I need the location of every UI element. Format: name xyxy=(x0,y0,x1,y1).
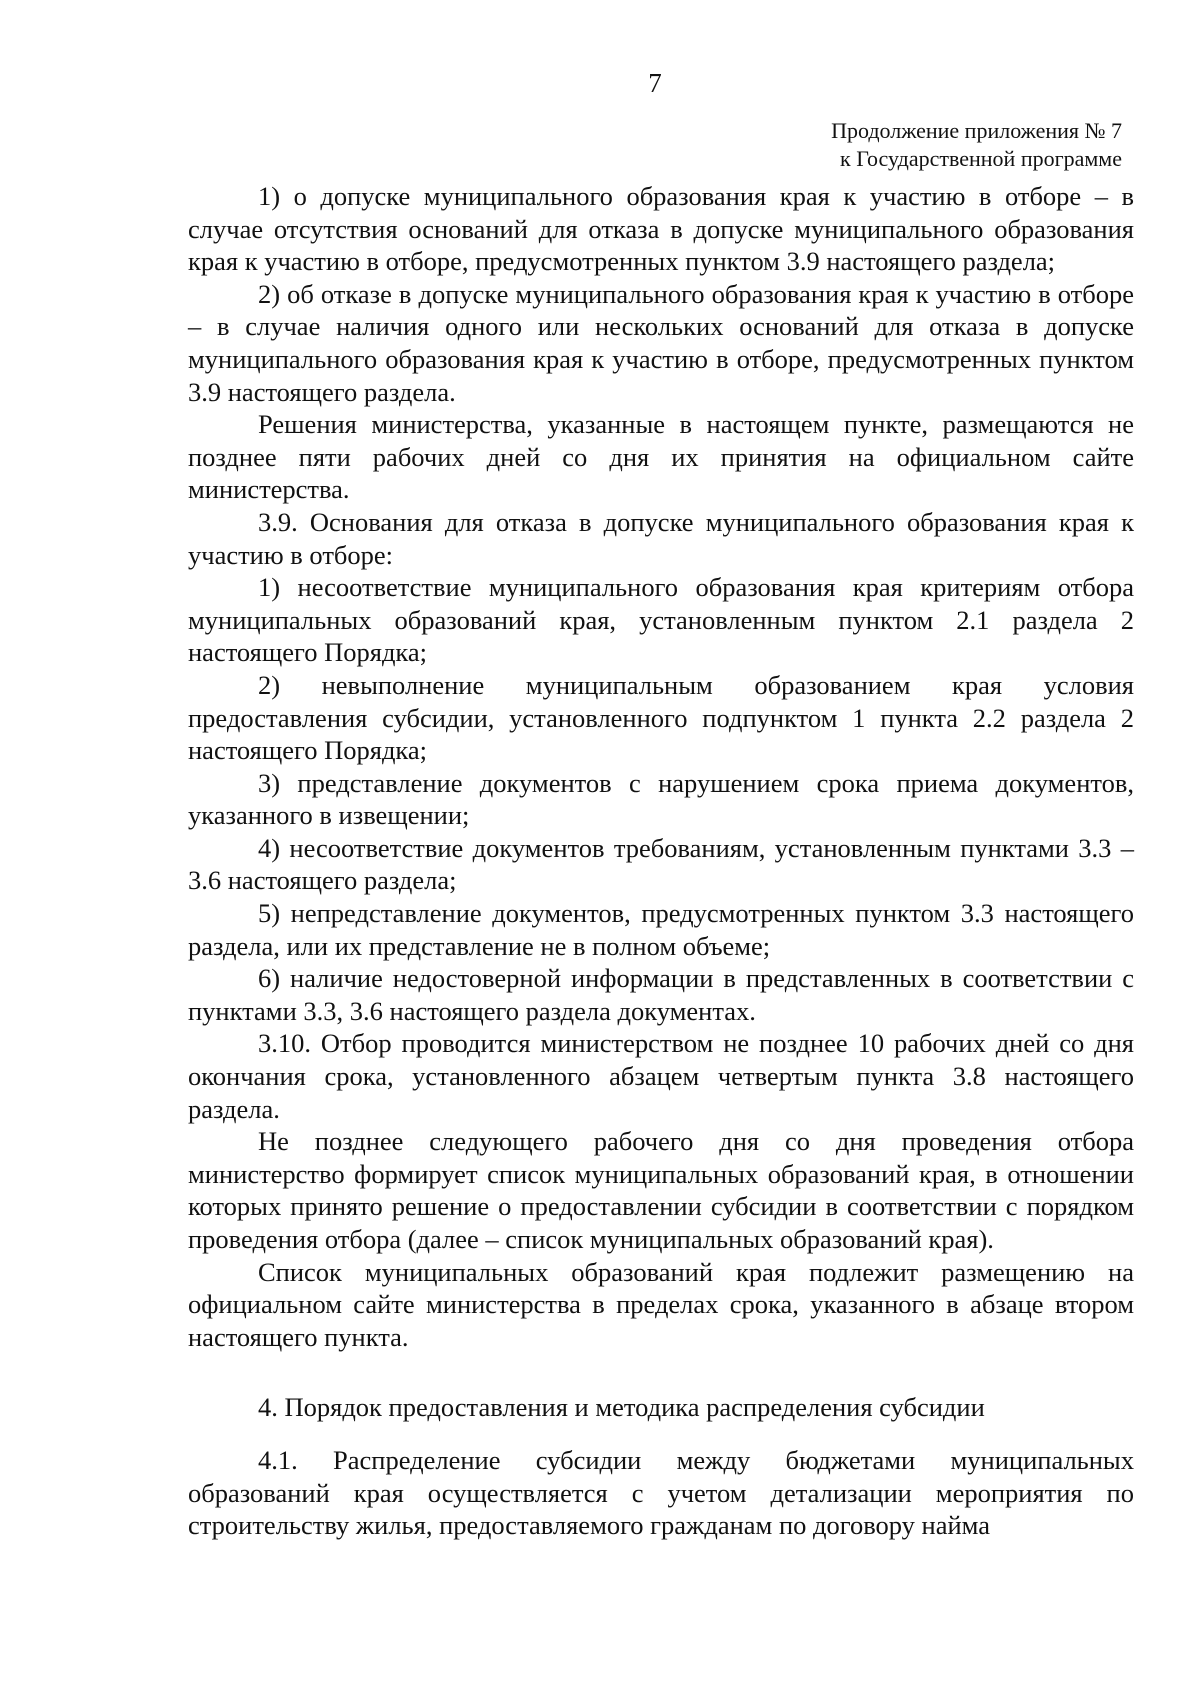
paragraph-3-9-item-6: 6) наличие недостоверной информации в представленных в соответствии с пунктами 3.3, 3.6 настоящего раздела документах. xyxy=(188,963,1134,1026)
document-body xyxy=(188,180,1134,1542)
paragraph-3-10: 3.10. Отбор проводится министерством не позднее 10 рабочих дней со дня окончания срока, установленного абзацем четвертым пункта 3.8 настоящего раздела. xyxy=(188,1028,1134,1124)
paragraph-decision-refuse: 2) об отказе в допуске муниципального образования края к участию в отборе – в случае наличия одного или нескольких оснований для отказа в допуске муниципального образования края к участию в отборе, предусмотренных пунктом 3.9 настоящего раздела. xyxy=(188,278,1134,407)
paragraph-decision-admit: 1) о допуске муниципального образования края к участию в отборе – в случае отсутствия оснований для отказа в допуске муниципального образования края к участию в отборе, предусмотренных пунктом 3.9 настоящего раздела; xyxy=(188,181,1134,277)
section-4-heading: 4. Порядок предоставления и методика распределения субсидии xyxy=(258,1392,985,1423)
paragraph-3-9-item-5: 5) непредставление документов, предусмотренных пунктом 3.3 настоящего раздела, или их представление не в полном объеме; xyxy=(188,898,1134,961)
appendix-header-line-1: Продолжение приложения № 7 xyxy=(831,118,1122,143)
appendix-header-line-2: к Государственной программе xyxy=(840,146,1122,171)
paragraph-3-9: 3.9. Основания для отказа в допуске муниципального образования края к участию в отборе: xyxy=(188,506,1134,570)
paragraph-list-formation: Не позднее следующего рабочего дня со дня проведения отбора министерство формирует список муниципальных образований края, в отношении которых принято решение о предоставлении субсидии в соответствии с порядком проведения отбора (далее – список муниципальных образований края). xyxy=(188,1126,1134,1254)
appendix-header xyxy=(831,117,1122,173)
paragraph-list-publication: Список муниципальных образований края подлежит размещению на официальном сайте министерства в пределах срока, указанного в абзаце втором настоящего пункта. xyxy=(188,1256,1134,1352)
paragraph-3-9-item-2: 2) невыполнение муниципальным образованием края условия предоставления субсидии, установленного подпунктом 1 пункта 2.2 раздела 2 настоящего Порядка; xyxy=(188,669,1134,766)
paragraph-3-9-item-1: 1) несоответствие муниципального образования края критериям отбора муниципальных образований края, установленным пунктом 2.1 раздела 2 настоящего Порядка; xyxy=(188,572,1134,668)
paragraph-4-1: 4.1. Распределение субсидии между бюджетами муниципальных образований края осуществляется с учетом детализации мероприятия по строительству жилья, предоставляемого гражданам по договору найма xyxy=(188,1444,1134,1541)
paragraph-3-9-item-4: 4) несоответствие документов требованиям, установленным пунктами 3.3 – 3.6 настоящего раздела; xyxy=(188,832,1134,896)
paragraph-3-9-item-3: 3) представление документов с нарушением срока приема документов, указанного в извещении; xyxy=(188,767,1134,831)
page-number: 7 xyxy=(648,68,662,98)
paragraph-decisions-publication: Решения министерства, указанные в настоящем пункте, размещаются не позднее пяти рабочих дней со дня их принятия на официальном сайте министерства. xyxy=(188,409,1134,505)
